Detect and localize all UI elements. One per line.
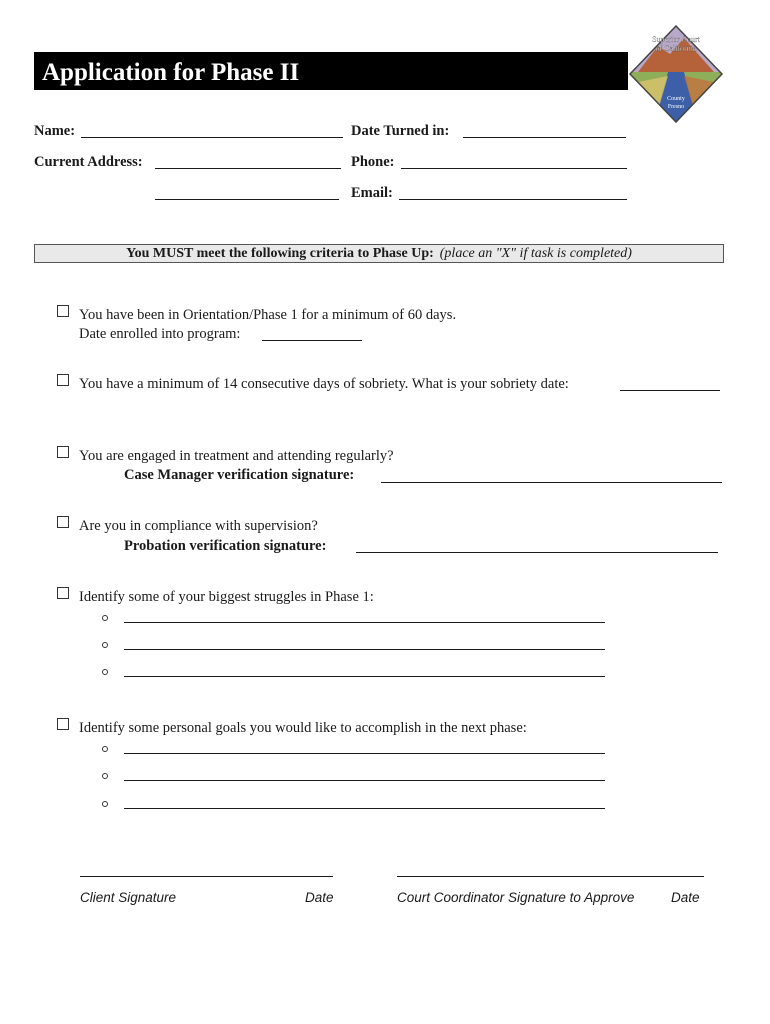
- bullet-icon: [102, 773, 108, 779]
- phone-label: Phone:: [351, 154, 395, 170]
- goal-field-1[interactable]: [124, 753, 605, 754]
- bullet-icon: [102, 642, 108, 648]
- bullet-icon: [102, 746, 108, 752]
- goal-field-3[interactable]: [124, 808, 605, 809]
- case-manager-signature-label: Case Manager verification signature:: [124, 467, 355, 483]
- item-treatment-text: You are engaged in treatment and attending regularly?: [79, 448, 394, 464]
- item-struggles-text: Identify some of your biggest struggles in Phase 1:: [79, 589, 374, 605]
- checkbox-supervision[interactable]: [57, 516, 69, 528]
- coordinator-signature-label: Court Coordinator Signature to Approve: [397, 890, 635, 905]
- email-label: Email:: [351, 185, 393, 201]
- coordinator-date-label: Date: [671, 890, 700, 905]
- current-address-field-line-1[interactable]: [155, 168, 341, 169]
- coordinator-signature-field[interactable]: [397, 876, 704, 877]
- client-date-label: Date: [305, 890, 334, 905]
- page-title: Application for Phase II: [42, 59, 300, 86]
- current-address-label: Current Address:: [34, 154, 143, 170]
- item-supervision-text: Are you in compliance with supervision?: [79, 518, 318, 534]
- criteria-heading-note: (place an "X" if task is completed): [439, 246, 632, 261]
- svg-text:of California: of California: [655, 44, 697, 53]
- bullet-icon: [102, 669, 108, 675]
- svg-text:County: County: [667, 96, 685, 102]
- struggle-field-1[interactable]: [124, 622, 605, 623]
- name-label: Name:: [34, 123, 76, 139]
- item-sobriety-text: You have a minimum of 14 consecutive days of sobriety. What is your sobriety date:: [79, 376, 569, 392]
- item-orientation-subtext: Date enrolled into program:: [79, 326, 241, 342]
- sobriety-date-field[interactable]: [620, 390, 720, 391]
- client-signature-label: Client Signature: [80, 890, 177, 905]
- phone-field[interactable]: [401, 168, 627, 169]
- probation-signature-field[interactable]: [356, 552, 718, 553]
- struggle-field-2[interactable]: [124, 649, 605, 650]
- svg-text:Superior Court: Superior Court: [652, 35, 700, 44]
- court-seal-logo: [628, 24, 724, 124]
- checkbox-sobriety[interactable]: [57, 374, 69, 386]
- date-enrolled-field[interactable]: [262, 340, 362, 341]
- item-orientation-text: You have been in Orientation/Phase 1 for a minimum of 60 days.: [79, 307, 457, 323]
- date-turned-in-label: Date Turned in:: [351, 123, 450, 139]
- criteria-heading: [34, 245, 724, 263]
- case-manager-signature-field[interactable]: [381, 482, 722, 483]
- bullet-icon: [102, 615, 108, 621]
- name-field[interactable]: [81, 137, 343, 138]
- client-signature-field[interactable]: [80, 876, 333, 877]
- goal-field-2[interactable]: [124, 780, 605, 781]
- bullet-icon: [102, 801, 108, 807]
- criteria-heading-bold: You MUST meet the following criteria to Phase Up:: [126, 246, 434, 261]
- checkbox-struggles[interactable]: [57, 587, 69, 599]
- date-turned-in-field[interactable]: [463, 137, 626, 138]
- checkbox-orientation[interactable]: [57, 305, 69, 317]
- email-field[interactable]: [399, 199, 627, 200]
- svg-text:Fresno: Fresno: [667, 104, 685, 110]
- item-goals-text: Identify some personal goals you would like to accomplish in the next phase:: [79, 720, 527, 736]
- checkbox-goals[interactable]: [57, 718, 69, 730]
- checkbox-treatment[interactable]: [57, 446, 69, 458]
- current-address-field-line-2[interactable]: [155, 199, 339, 200]
- probation-signature-label: Probation verification signature:: [124, 538, 327, 554]
- struggle-field-3[interactable]: [124, 676, 605, 677]
